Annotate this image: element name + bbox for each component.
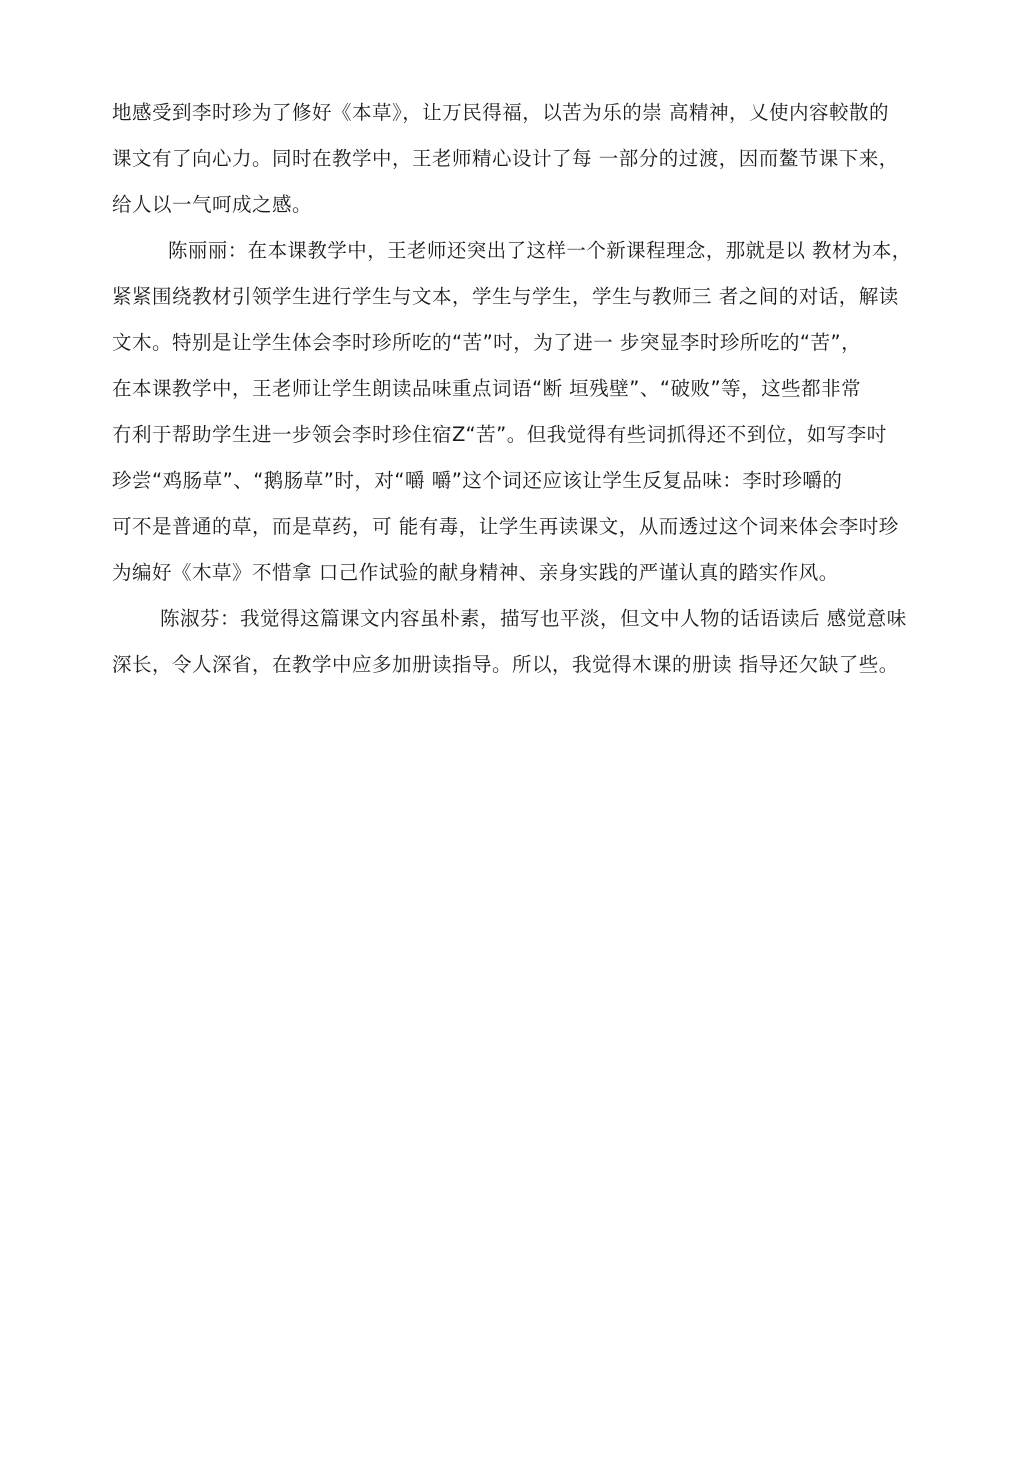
paragraph-1-line-3: 给人以一气呵成之感。 [112,193,313,216]
paragraph-2-line-4: 在本课教学中，王老师让学生朗读品味重点词语“断 垣残壁”、“破败”等，这些都非常 [112,377,862,400]
paragraph-2-line-1: 陈丽丽：在本课教学中，王老师还突出了这样一个新课程理念，那就是以 教材为本， [168,239,912,262]
paragraph-1-line-1: 地感受到李时珍为了修好《本草》，让万民得福，以苦为乐的崇 高精神，乂使内容較散的 [112,101,889,124]
paragraph-1-line-2: 课文有了向心力。同时在教学中，王老师精心设计了每 一部分的过渡，因而鳌节课下来， [112,147,899,170]
paragraph-3-line-1: 陈淑芬：我觉得这篇课文内容虽朴素，描写也平淡，但文中人物的话语读后 感觉意味 [160,607,907,630]
paragraph-2-line-6: 珍尝“鸡肠草”、“鹅肠草”时，对“嚼 嚼”这个词还应该让学生反复品味：李时珍嚼的 [112,469,843,492]
paragraph-3-line-2: 深长，令人深省，在教学中应多加册读指导。所以，我觉得木课的册读 指导还欠缺了些。 [112,653,899,676]
paragraph-2-line-2: 紧紧围绕教材引领学生进行学生与文本，学生与学生，学生与教师三 者之间的对话，解读 [112,285,899,308]
paragraph-2-line-5: 冇利于帮助学生进一步领会李时珍住宿Z“苦”。但我觉得有些词抓得还不到位，如写李吋 [112,423,887,446]
paragraph-2-line-8: 为编好《木草》不惜拿 口己作试验的献身精神、亲身实践的严谨认真的踏实作风。 [112,561,839,584]
paragraph-2-line-3: 文木。特别是让学生体会李时珍所吃的“苦”吋，为了进一 步突显李时珍所吃的“苦”， [112,331,862,354]
paragraph-2-line-7: 可不是普通的草，而是草药，可 能有毒，让学生再读课文，从而透过这个词来体会李吋珍 [112,515,899,538]
